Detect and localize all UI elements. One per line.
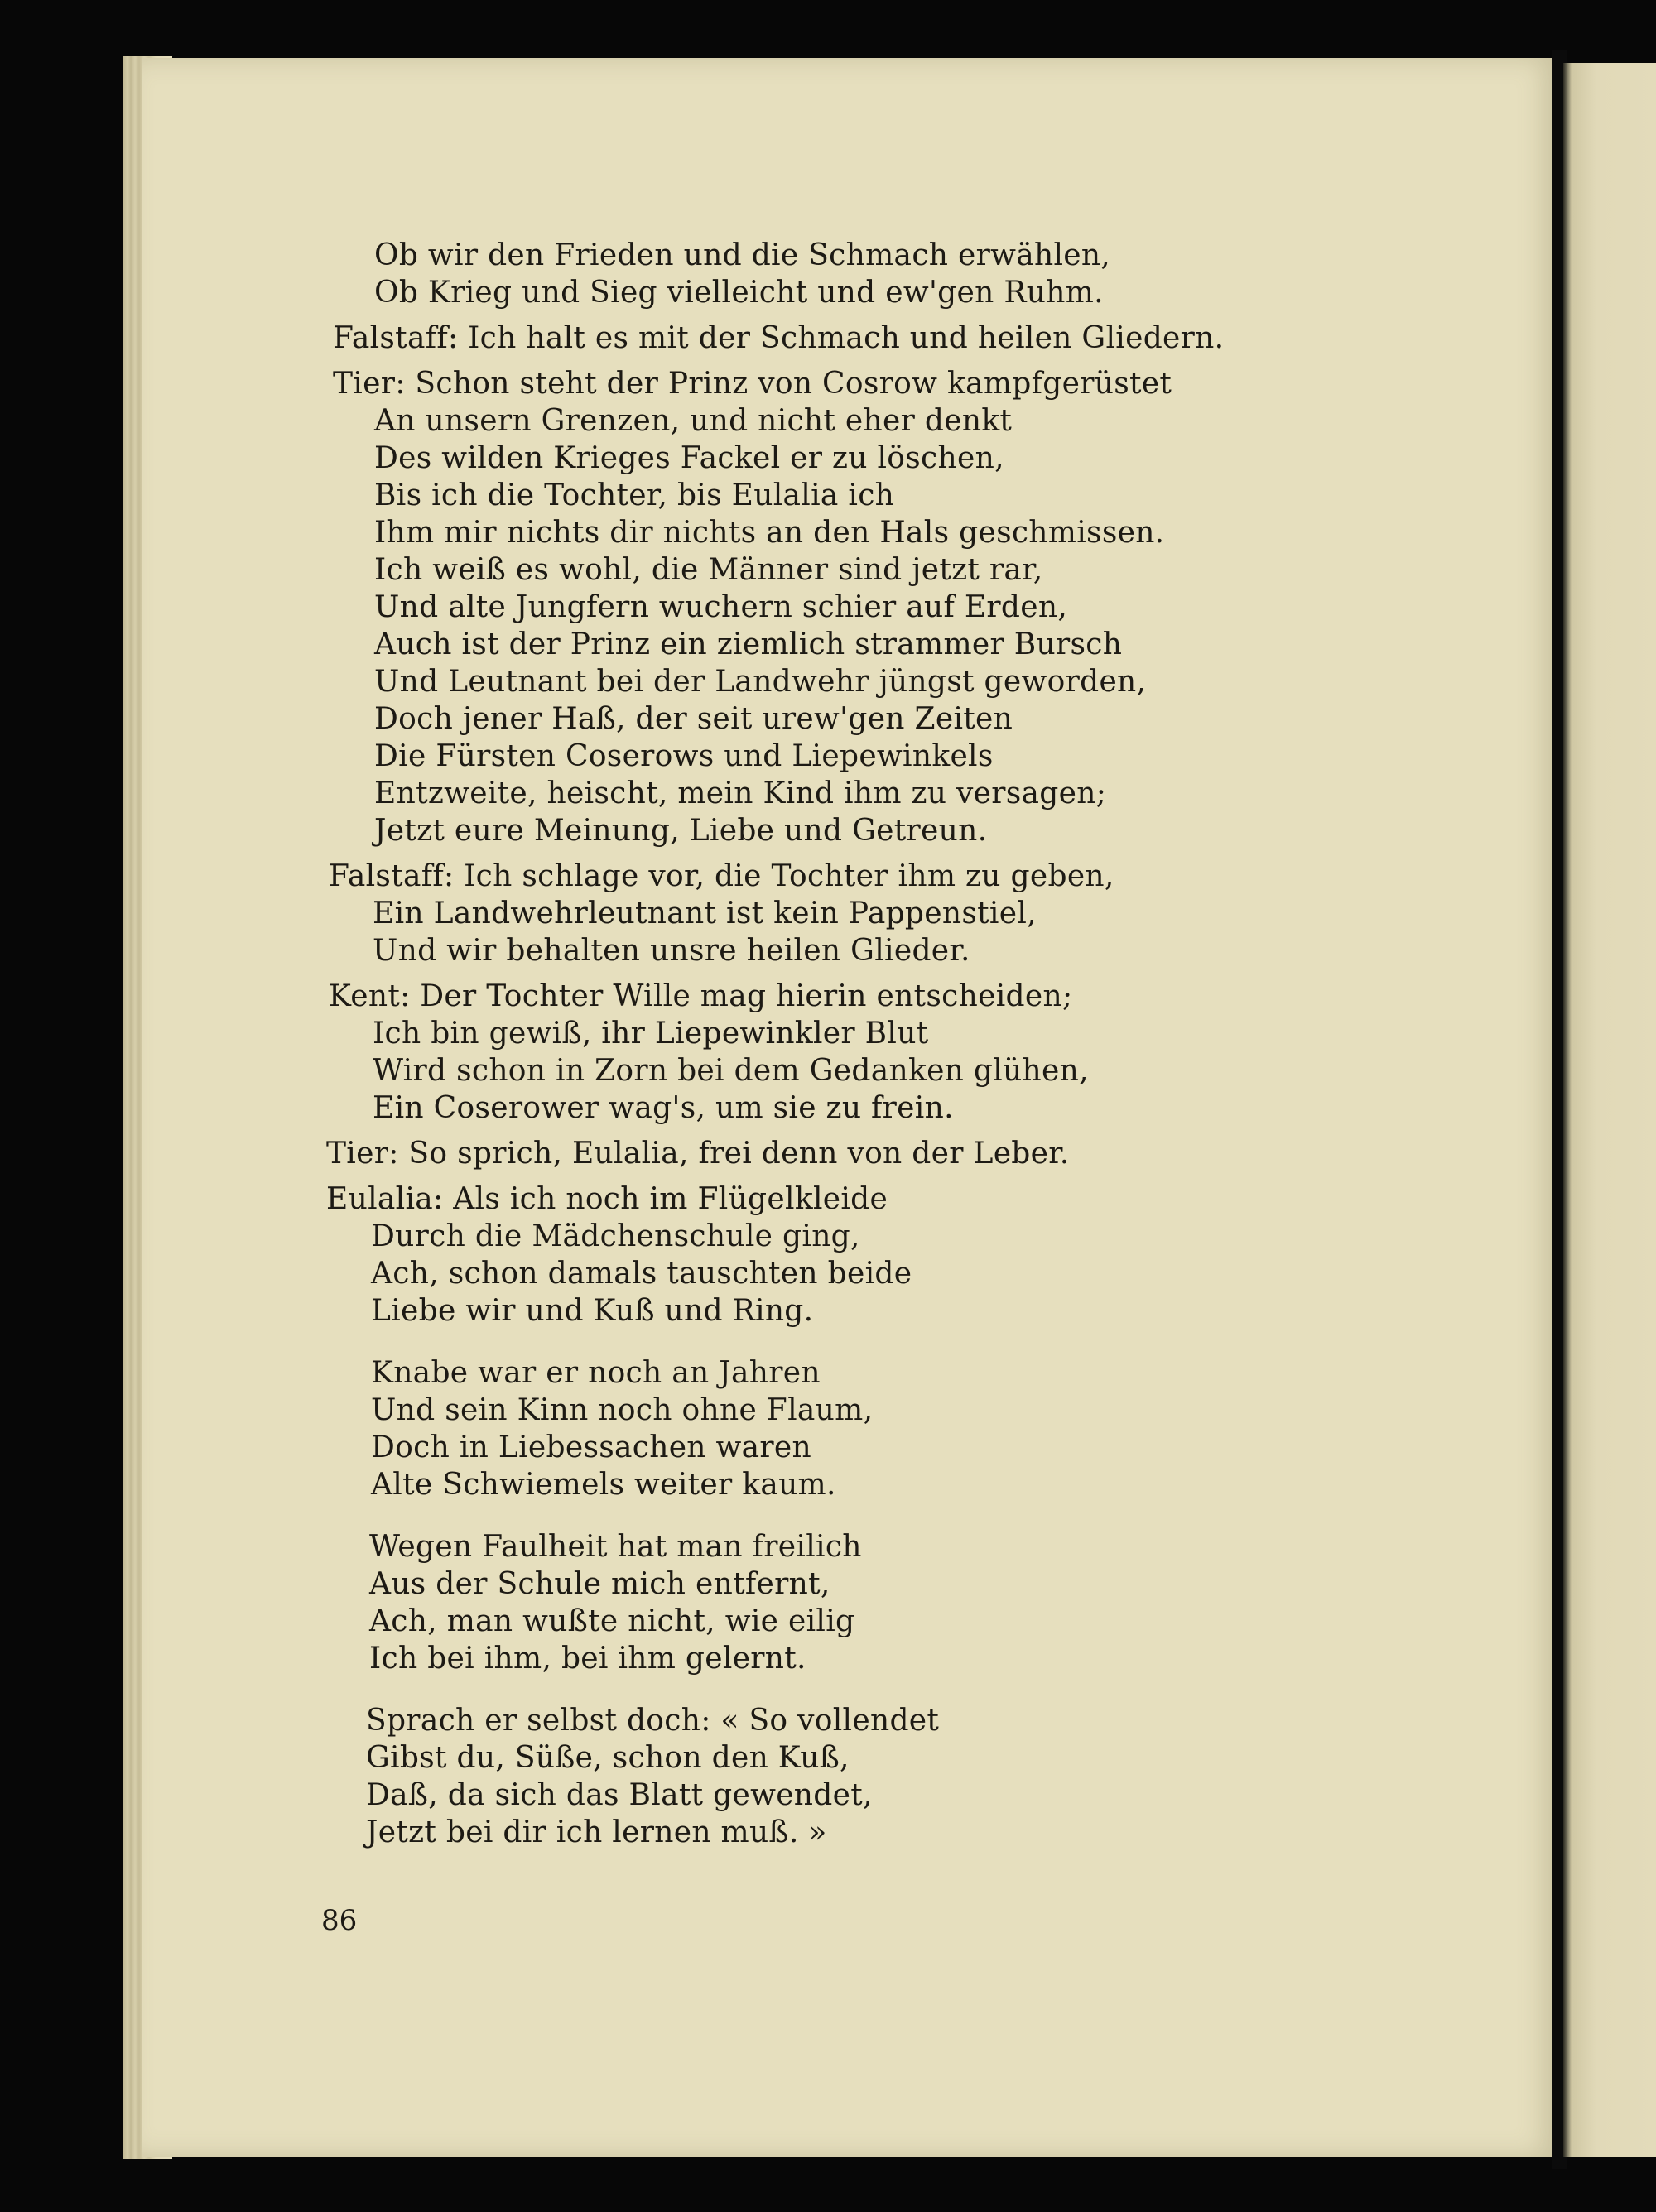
text-line: Wegen Faulheit hat man freilich: [369, 1530, 862, 1564]
text-line: Tier: Schon steht der Prinz von Cosrow kampfgerüstet: [333, 367, 1172, 401]
text-line: Des wilden Krieges Fackel er zu löschen,: [374, 441, 1004, 475]
text-line: Ach, man wußte nicht, wie eilig: [369, 1604, 855, 1638]
text-line: Falstaff: Ich halt es mit der Schmach und heilen Gliedern.: [333, 321, 1225, 355]
text-line: Durch die Mädchenschule ging,: [371, 1219, 860, 1253]
text-line: Sprach er selbst doch: « So vollendet: [366, 1704, 940, 1738]
text-line: Ihm mir nichts dir nichts an den Hals geschmissen.: [374, 516, 1165, 550]
text-line: Ach, schon damals tauschten beide: [371, 1257, 912, 1291]
text-line: Ich bei ihm, bei ihm gelernt.: [369, 1642, 806, 1676]
text-line: Auch ist der Prinz ein ziemlich strammer Bursch: [374, 628, 1123, 661]
page-number: 86: [321, 1904, 358, 1937]
text-line: Aus der Schule mich entfernt,: [369, 1567, 830, 1601]
text-line: Entzweite, heischt, mein Kind ihm zu versagen;: [374, 777, 1107, 810]
text-line: Ob Krieg und Sieg vielleicht und ew'gen Ruhm.: [374, 276, 1104, 310]
text-line: Kent: Der Tochter Wille mag hierin entscheiden;: [329, 979, 1073, 1013]
text-line: Eulalia: Als ich noch im Flügelkleide: [326, 1182, 888, 1216]
text-line: Liebe wir und Kuß und Ring.: [371, 1294, 814, 1328]
text-line: Jetzt eure Meinung, Liebe und Getreun.: [374, 814, 988, 848]
text-line: Bis ich die Tochter, bis Eulalia ich: [374, 478, 895, 512]
text-line: Ich bin gewiß, ihr Liepewinkler Blut: [373, 1017, 929, 1051]
text-line: Die Fürsten Coserows und Liepewinkels: [374, 739, 994, 773]
text-line: Daß, da sich das Blatt gewendet,: [366, 1778, 873, 1812]
text-line: Und alte Jungfern wuchern schier auf Erden,: [374, 590, 1068, 624]
text-line: Ich weiß es wohl, die Männer sind jetzt rar,: [374, 553, 1043, 587]
text-line: Und Leutnant bei der Landwehr jüngst geworden,: [374, 665, 1147, 699]
text-line: Doch jener Haß, der seit urew'gen Zeiten: [374, 702, 1013, 736]
text-line: Gibst du, Süße, schon den Kuß,: [366, 1741, 850, 1775]
text-line: Falstaff: Ich schlage vor, die Tochter ihm zu geben,: [329, 859, 1114, 893]
text-line: Wird schon in Zorn bei dem Gedanken glühen,: [373, 1054, 1089, 1088]
text-line: Jetzt bei dir ich lernen muß. »: [366, 1815, 827, 1849]
page-text: [142, 58, 1558, 2157]
text-line: Knabe war er noch an Jahren: [371, 1356, 821, 1390]
text-line: Ob wir den Frieden und die Schmach erwählen,: [374, 238, 1111, 272]
text-line: Und wir behalten unsre heilen Glieder.: [373, 934, 970, 968]
book-page: [142, 58, 1558, 2157]
text-line: Alte Schwiemels weiter kaum.: [371, 1468, 836, 1502]
text-line: An unsern Grenzen, und nicht eher denkt: [374, 404, 1013, 438]
adjacent-page: [1563, 63, 1656, 2157]
text-line: Doch in Liebessachen waren: [371, 1431, 812, 1464]
text-line: Und sein Kinn noch ohne Flaum,: [371, 1393, 874, 1427]
text-line: Ein Coserower wag's, um sie zu frein.: [373, 1091, 954, 1125]
text-line: Ein Landwehrleutnant ist kein Pappenstiel,: [373, 897, 1037, 930]
text-line: Tier: So sprich, Eulalia, frei denn von der Leber.: [326, 1137, 1070, 1171]
